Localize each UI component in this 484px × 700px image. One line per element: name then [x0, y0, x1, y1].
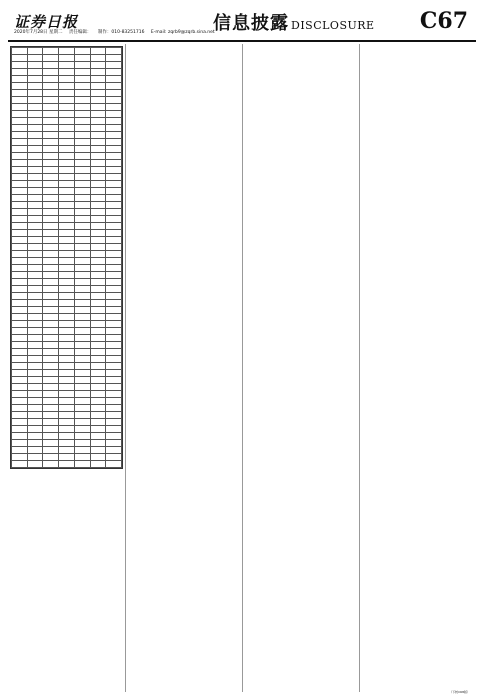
page-number: C67	[419, 8, 468, 34]
masthead-meta	[14, 29, 220, 35]
newspaper-logo: 证券日报	[14, 13, 79, 31]
column-1	[8, 44, 125, 692]
page-content	[8, 44, 476, 692]
column-2	[125, 44, 243, 692]
section-title-en: DISCLOSURE	[291, 19, 375, 32]
column-3	[242, 44, 360, 692]
contact-email: E-mail: zqrb9@zqrb.sina.net	[150, 30, 215, 35]
section-title	[213, 9, 375, 35]
page-footer	[449, 690, 470, 694]
section-title-cn: 信息披露	[213, 13, 289, 34]
masthead	[8, 4, 476, 42]
data-table	[10, 46, 123, 469]
issue-date: 2020年7月28日 星期二	[14, 30, 63, 35]
continued-note: （下转C68版）	[449, 690, 470, 694]
editor-label: 责任编辑：	[68, 30, 92, 35]
column-4	[359, 44, 477, 692]
contact-phone: 制作：010-83251716	[97, 30, 145, 35]
table-grid	[11, 47, 122, 468]
